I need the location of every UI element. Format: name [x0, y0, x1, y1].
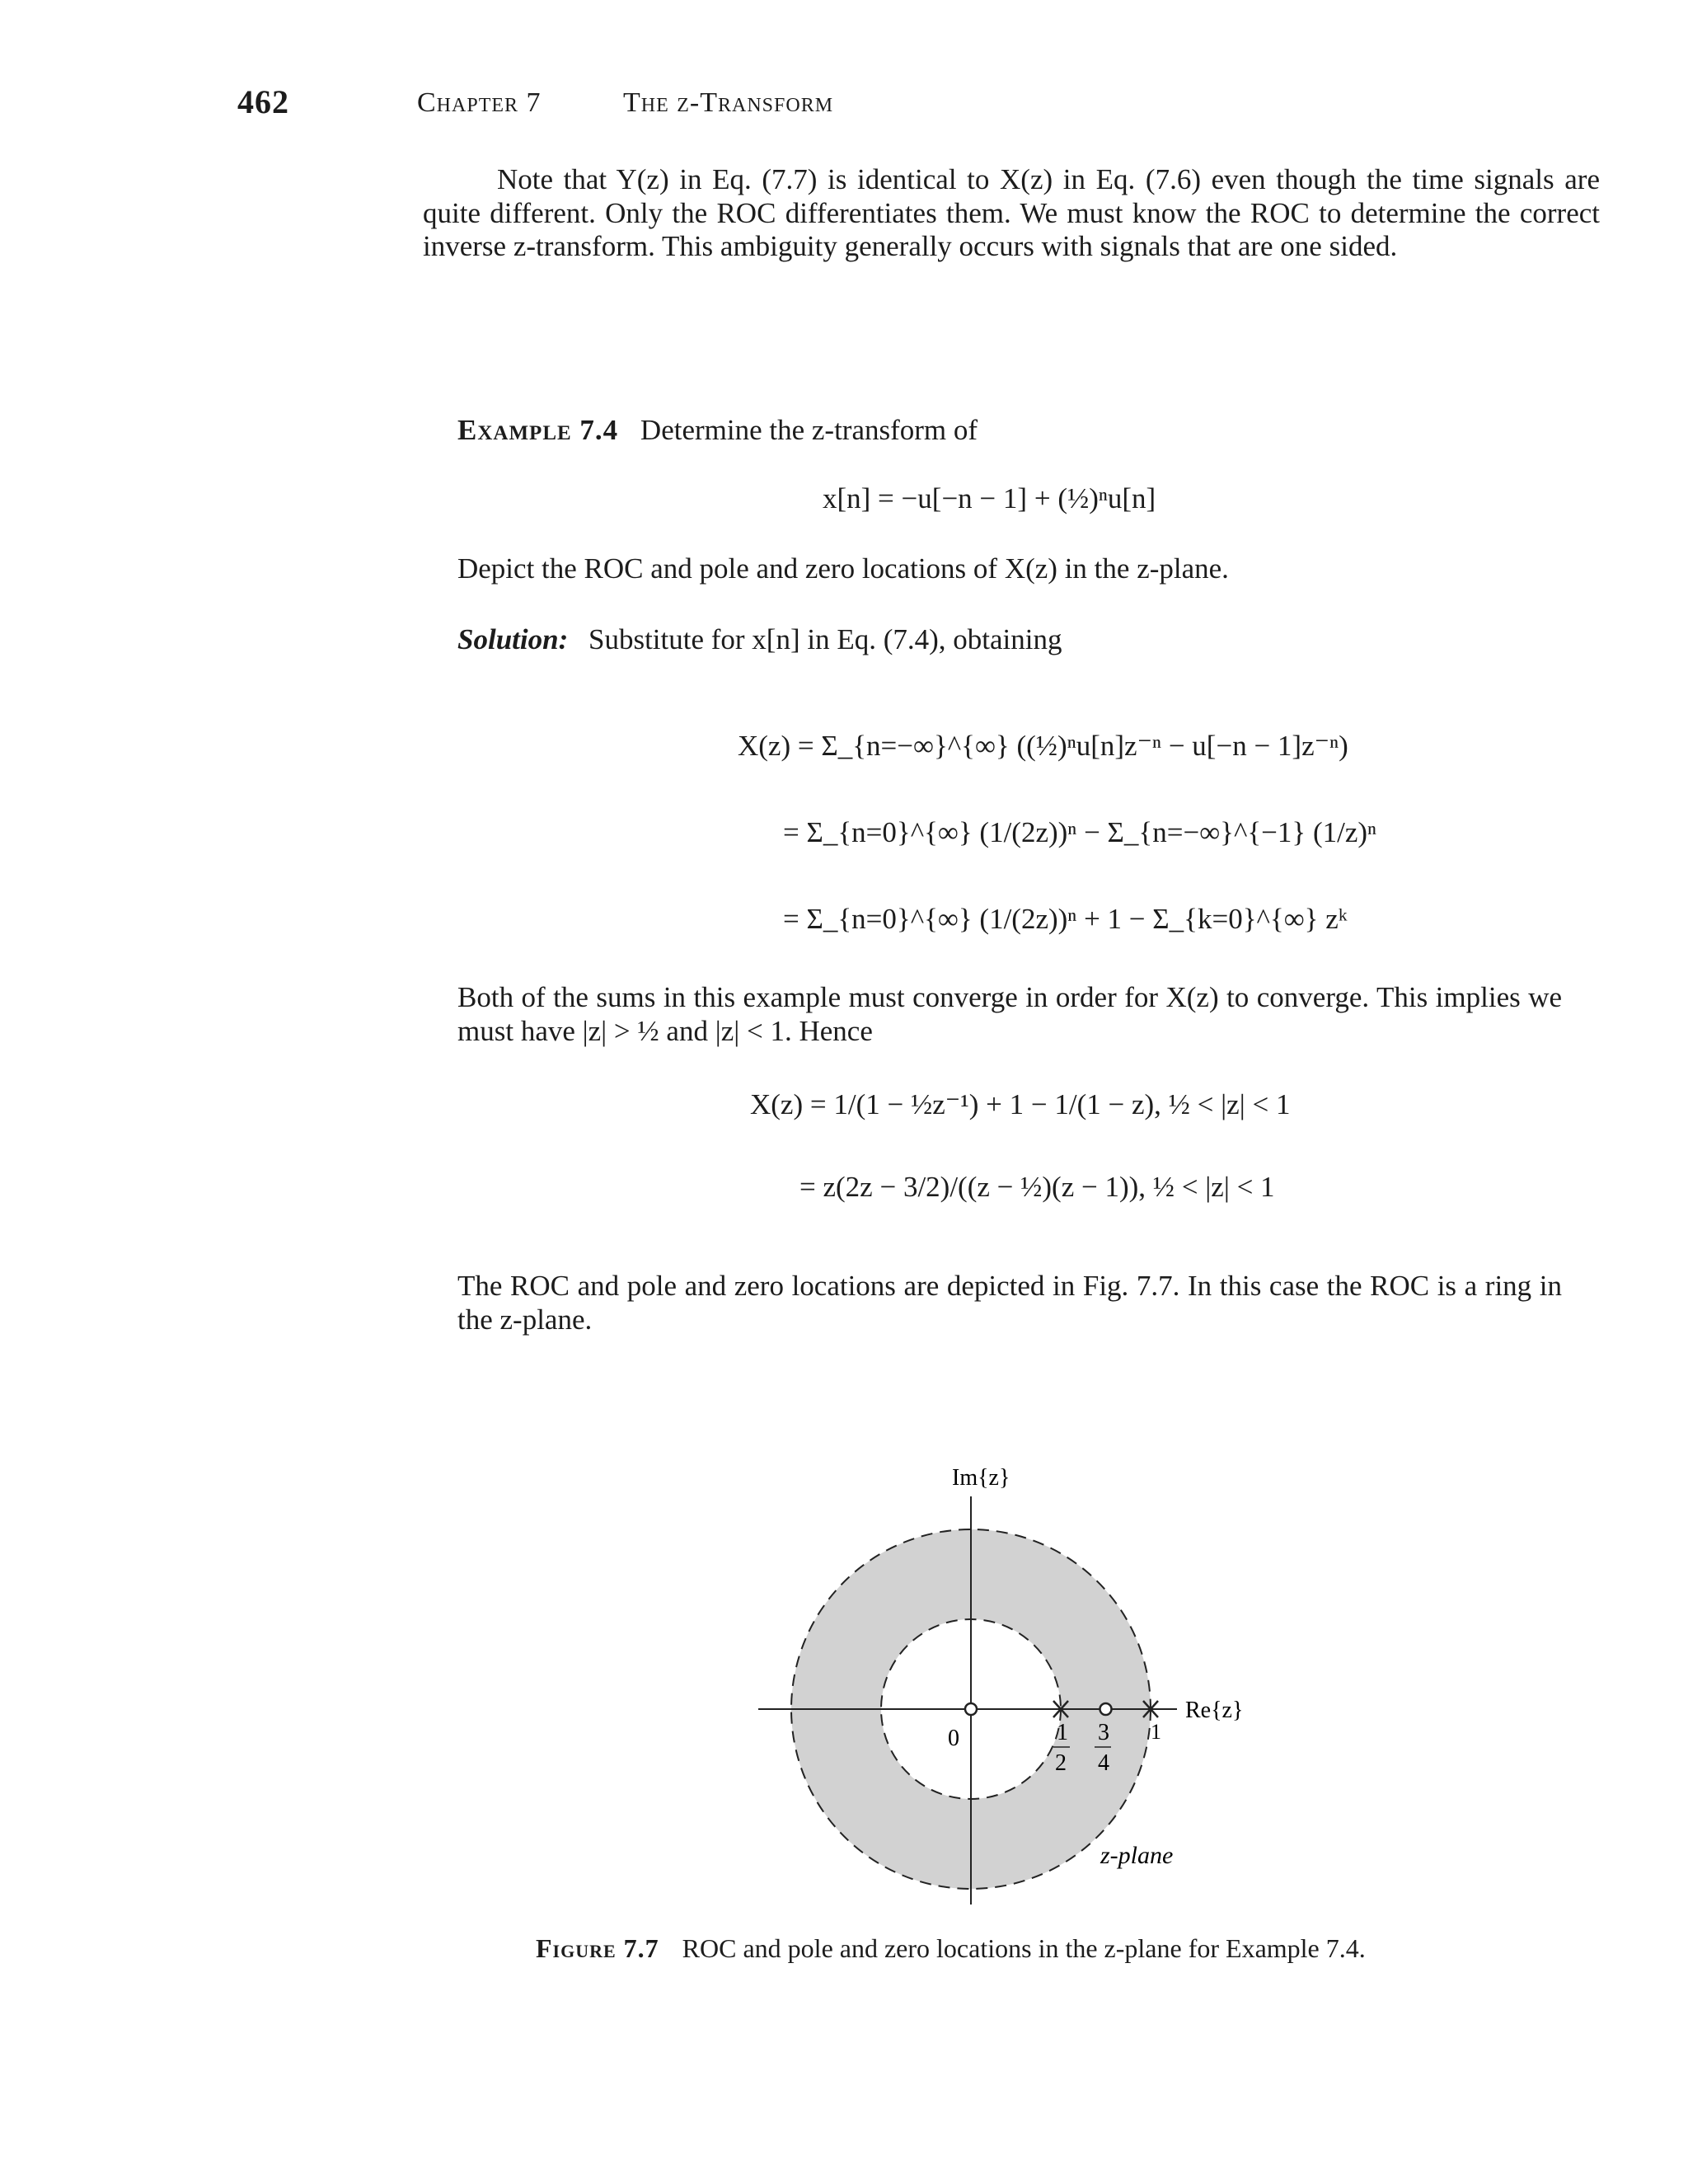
caption-label: Figure 7.7 [536, 1933, 659, 1963]
z-plane-figure [725, 1463, 1244, 1925]
re-axis-label: Re{z} [1185, 1698, 1244, 1723]
tick-threequarter-den: 4 [1098, 1750, 1109, 1776]
tick-half-num: 1 [1057, 1720, 1068, 1745]
chapter-label: Chapter 7 [417, 87, 542, 118]
example-prompt: Determine the z-transform of [640, 414, 978, 446]
zero-at-3-4 [1100, 1703, 1112, 1715]
result-equations [750, 1072, 1376, 1237]
page-number: 462 [237, 83, 289, 120]
sum-equations [738, 697, 1397, 969]
caption-text: ROC and pole and zero locations in the z-plane for Example 7.4. [682, 1933, 1366, 1963]
origin-label: 0 [948, 1726, 959, 1751]
chapter-title: The z-Transform [623, 87, 834, 118]
signal-equation: x[n] = −u[−n − 1] + (½)ⁿu[n] [823, 482, 1156, 514]
tick-half-den: 2 [1055, 1750, 1067, 1776]
solution-intro: Substitute for x[n] in Eq. (7.4), obtaining [588, 623, 1062, 655]
figure-caption [536, 1933, 1366, 1964]
solution-line [457, 623, 1062, 656]
zero-at-0 [965, 1703, 977, 1715]
z-plane-label: z-plane [1100, 1842, 1174, 1869]
solution-label: Solution: [457, 623, 569, 655]
example-label: Example 7.4 [457, 414, 619, 446]
closing-paragraph: The ROC and pole and zero locations are depicted in Fig. 7.7. In this case the ROC is a ring in the z-plane. [457, 1270, 1562, 1336]
sum-equation-3: = Σ_{n=0}^{∞} (1/(2z))ⁿ + 1 − Σ_{k=0}^{∞} zᵏ [783, 903, 1348, 935]
sum-equation-1: X(z) = Σ_{n=−∞}^{∞} ((½)ⁿu[n]z⁻ⁿ − u[−n − 1]z⁻ⁿ) [738, 730, 1348, 762]
intro-paragraph: Note that Y(z) in Eq. (7.7) is identical to X(z) in Eq. (7.6) even though the time signals are quite different. Only the ROC differentiates them. We must know the ROC to determine the correct inverse z-transform. This ambiguity generally occurs with signals that are one sided. [423, 163, 1600, 262]
result-equation-1: X(z) = 1/(1 − ½z⁻¹) + 1 − 1/(1 − z), ½ < |z| < 1 [750, 1088, 1291, 1120]
tick-threequarter-num: 3 [1098, 1720, 1109, 1745]
result-equation-2: = z(2z − 3/2)/((z − ½)(z − 1)), ½ < |z| < 1 [799, 1171, 1275, 1203]
im-axis-label: Im{z} [952, 1465, 1010, 1491]
example-statement [457, 414, 978, 447]
example-task: Depict the ROC and pole and zero locations of X(z) in the z-plane. [457, 552, 1229, 585]
sum-equation-2: = Σ_{n=0}^{∞} (1/(2z))ⁿ − Σ_{n=−∞}^{−1} (1/z)ⁿ [783, 816, 1377, 848]
convergence-paragraph: Both of the sums in this example must converge in order for X(z) to converge. This implies we must have |z| > ½ and |z| < 1. Hence [457, 981, 1562, 1047]
tick-one: 1 [1151, 1720, 1161, 1744]
